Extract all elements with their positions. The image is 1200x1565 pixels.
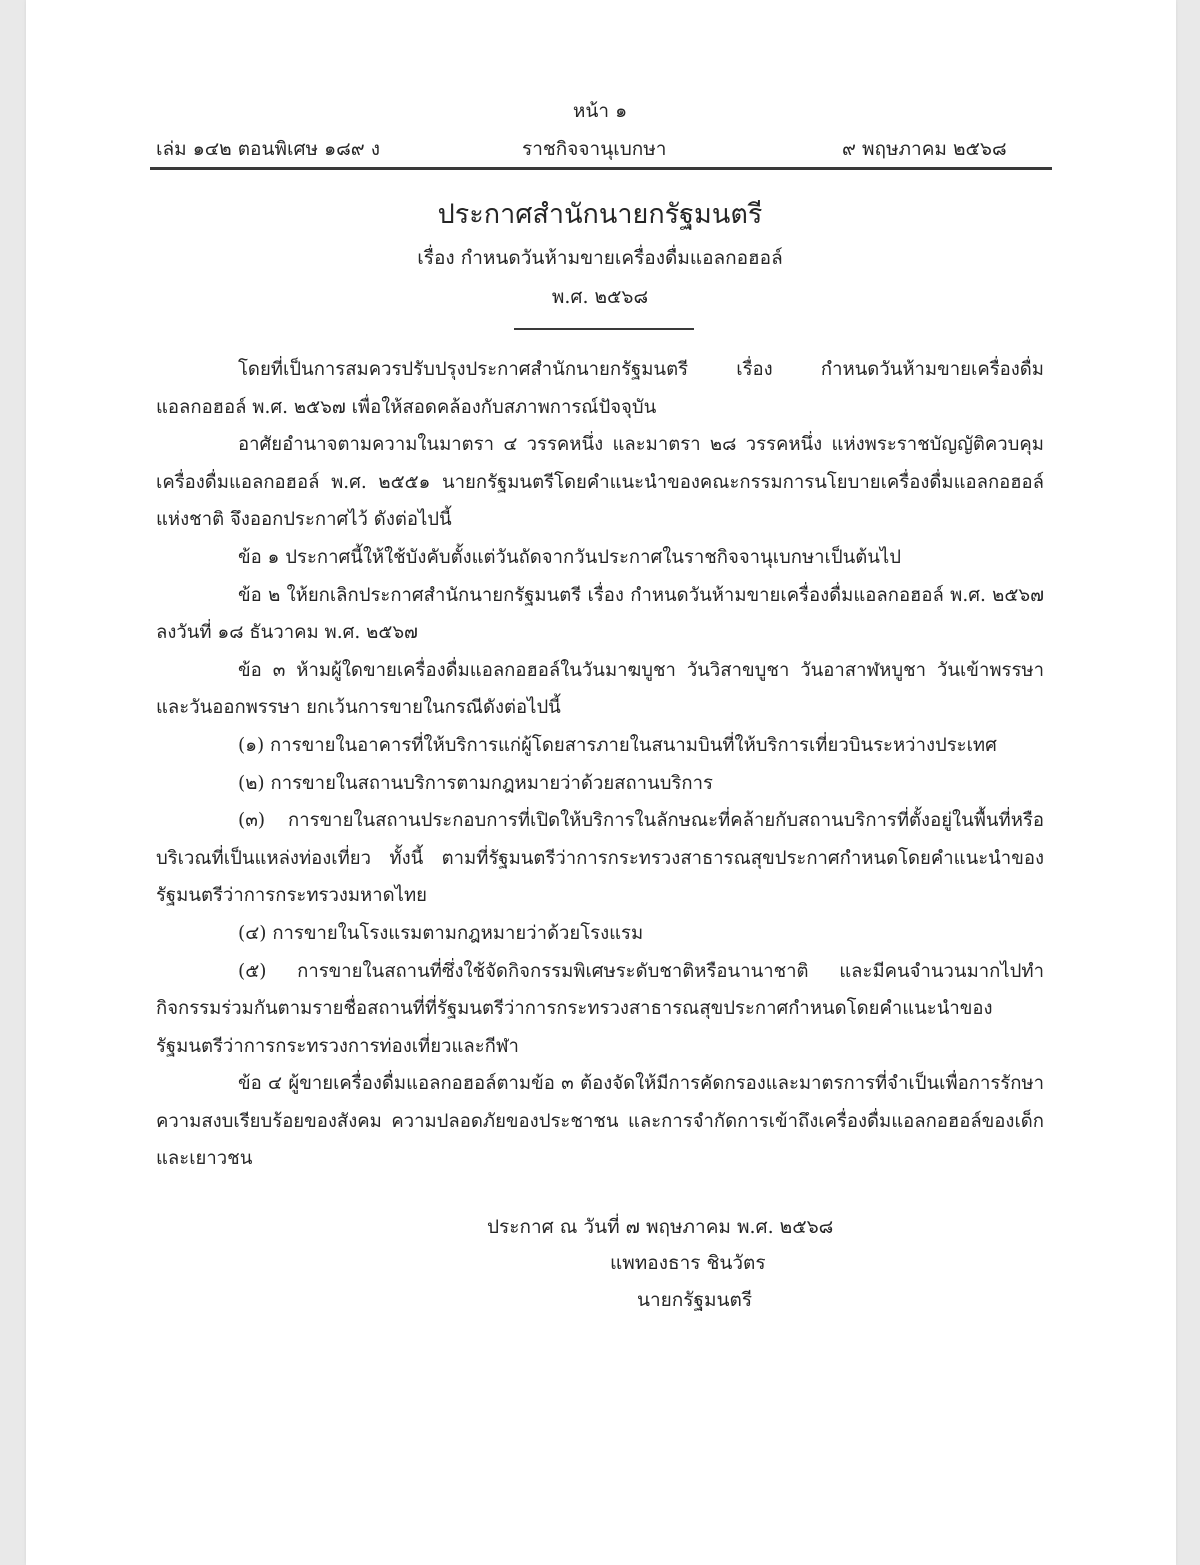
exception-item-4: (๔) การขายในโรงแรมตามกฎหมายว่าด้วยโรงแรม [238,922,644,944]
exception-item-3: (๓) การขายในสถานประกอบการที่เปิดให้บริการในลักษณะที่คล้ายกับสถานบริการที่ตั้งอยู่ในพื้นที่หรือบริเวณที่เป็นแหล่งท่องเที่ยว ทั้งนี้ ตามที่รัฐมนตรีว่าการกระทรวงสาธารณสุขประกาศกำหนดโดยคำแนะนำของรัฐมนตรีว่าการกระทรวงมหาดไทย [156,810,1044,907]
gazette-volume: เล่ม ๑๔๒ ตอนพิเศษ ๑๘๙ ง [156,138,381,160]
paragraph-clause-1: ข้อ ๑ ประกาศนี้ให้ใช้บังคับตั้งแต่วันถัดจากวันประกาศในราชกิจจานุเบกษาเป็นต้นไป [238,546,901,568]
signature-name: แพทองธาร ชินวัตร [610,1252,766,1274]
paragraph-clause-3: ข้อ ๓ ห้ามผู้ใดขายเครื่องดื่มแอลกอฮอล์ในวันมาฆบูชา วันวิสาขบูชา วันอาสาฬหบูชา วันเข้าพรรษา และวันออกพรรษา ยกเว้นการขายในกรณีดังต่อไปนี้ [156,659,1044,719]
gazette-name: ราชกิจจานุเบกษา [522,138,667,160]
paragraph-preamble: โดยที่เป็นการสมควรปรับปรุงประกาศสำนักนายกรัฐมนตรี เรื่อง กำหนดวันห้ามขายเครื่องดื่มแอลกอฮอล์ พ.ศ. ๒๕๖๗ เพื่อให้สอดคล้องกับสภาพการณ์ปัจจุบัน [156,359,1044,418]
gazette-date: ๙ พฤษภาคม ๒๕๖๘ [842,138,1007,160]
exception-item-1: (๑) การขายในอาคารที่ให้บริการแก่ผู้โดยสารภายในสนามบินที่ให้บริการเที่ยวบินระหว่างประเทศ [238,734,997,756]
announcement-title: ประกาศสำนักนายกรัฐมนตรี [437,199,763,230]
announcement-year: พ.ศ. ๒๕๖๘ [551,286,649,308]
title-divider [514,328,694,330]
signature-date: ประกาศ ณ วันที่ ๗ พฤษภาคม พ.ศ. ๒๕๖๘ [487,1216,834,1238]
page-number: หน้า ๑ [572,100,628,122]
paragraph-clause-2: ข้อ ๒ ให้ยกเลิกประกาศสำนักนายกรัฐมนตรี เรื่อง กำหนดวันห้ามขายเครื่องดื่มแอลกอฮอล์ พ.ศ. ๒๕๖๗ ลงวันที่ ๑๘ ธันวาคม พ.ศ. ๒๕๖๗ [156,584,1044,644]
header-divider [150,167,1052,170]
exception-item-5: (๕) การขายในสถานที่ซึ่งใช้จัดกิจกรรมพิเศษระดับชาติหรือนานาชาติ และมีคนจำนวนมากไปทำกิจกรรมร่วมกันตามรายชื่อสถานที่ที่รัฐมนตรีว่าการกระทรวงสาธารณสุขประกาศกำหนดโดยคำแนะนำของรัฐมนตรีว่าการกระทรวงการท่องเที่ยวและกีฬา [156,960,1044,1057]
paragraph-clause-4: ข้อ ๔ ผู้ขายเครื่องดื่มแอลกอฮอล์ตามข้อ ๓ ต้องจัดให้มีการคัดกรองและมาตรการที่จำเป็นเพื่อการรักษาความสงบเรียบร้อยของสังคม ความปลอดภัยของประชาชน และการจำกัดการเข้าถึงเครื่องดื่มแอลกอฮอล์ของเด็กและเยาวชน [156,1073,1044,1170]
signature-position: นายกรัฐมนตรี [637,1289,753,1311]
announcement-subject: เรื่อง กำหนดวันห้ามขายเครื่องดื่มแอลกอฮอล์ [417,247,783,269]
paragraph-authority: อาศัยอำนาจตามความในมาตรา ๔ วรรคหนึ่ง และมาตรา ๒๘ วรรคหนึ่ง แห่งพระราชบัญญัติควบคุมเครื่องดื่มแอลกอฮอล์ พ.ศ. ๒๕๕๑ นายกรัฐมนตรีโดยคำแนะนำของคณะกรรมการนโยบายเครื่องดื่มแอลกอฮอล์แห่งชาติ จึงออกประกาศไว้ ดังต่อไปนี้ [156,434,1044,531]
announcement-body [156,351,1044,1178]
exception-item-2: (๒) การขายในสถานบริการตามกฎหมายว่าด้วยสถานบริการ [238,772,713,794]
